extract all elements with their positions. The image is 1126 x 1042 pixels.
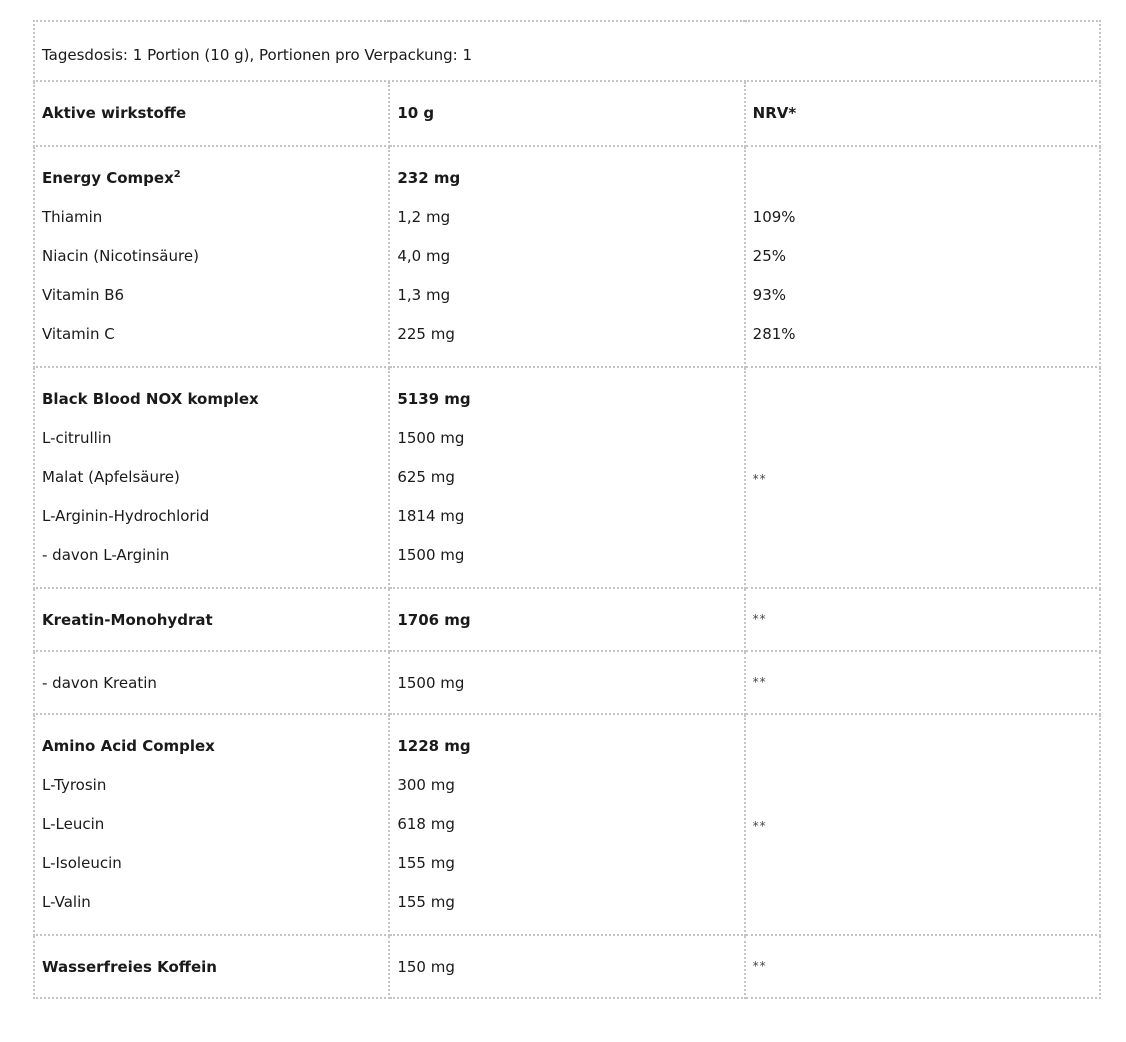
kreatin-sub-nrv-line xyxy=(746,664,1099,703)
energy-nrv-blank xyxy=(746,159,1099,198)
amino-total-amount: 1228 mg xyxy=(397,737,471,755)
kreatin-row xyxy=(34,588,1100,651)
nutrition-table xyxy=(33,20,1101,999)
energy-title-footnote: 2 xyxy=(173,169,181,180)
dose-cell xyxy=(34,21,1100,81)
kreatin-amount: 1706 mg xyxy=(397,611,471,629)
nox-item-amount: 1500 mg xyxy=(397,546,465,564)
nox-item-amount: 1500 mg xyxy=(397,429,465,447)
dose-row xyxy=(34,21,1100,81)
amino-nrv xyxy=(745,714,1100,935)
nox-nrv-stars: ** xyxy=(752,471,767,486)
energy-item-amount: 4,0 mg xyxy=(397,247,451,265)
koffein-amount: 150 mg xyxy=(397,958,455,976)
nox-item-name: L-citrullin xyxy=(42,429,112,447)
amino-nrv-stars: ** xyxy=(752,818,767,833)
energy-item-nrv: 109% xyxy=(752,208,796,226)
amino-title: Amino Acid Complex xyxy=(42,737,215,755)
header-amount: 10 g xyxy=(389,81,744,146)
nox-amounts xyxy=(389,367,744,588)
energy-item-nrv: 25% xyxy=(752,247,786,265)
koffein-name-cell xyxy=(34,935,389,998)
energy-item-amount: 1,3 mg xyxy=(397,286,451,304)
amino-complex-row xyxy=(34,714,1100,935)
energy-item-name: Vitamin B6 xyxy=(42,286,125,304)
energy-item-nrv: 93% xyxy=(752,286,786,304)
kreatin-sub-nrv-stars: ** xyxy=(752,675,767,689)
koffein-nrv-stars: ** xyxy=(752,959,767,973)
koffein-nrv-line xyxy=(746,948,1099,987)
energy-complex-row xyxy=(34,146,1100,367)
header-nrv: NRV* xyxy=(745,81,1100,146)
header-active-ingredients: Aktive wirkstoffe xyxy=(34,81,389,146)
nox-item-amount: 1814 mg xyxy=(397,507,465,525)
amino-item-name: L-Isoleucin xyxy=(42,854,122,872)
nox-names xyxy=(34,367,389,588)
amino-names xyxy=(34,714,389,935)
nox-nrv xyxy=(745,367,1100,588)
kreatin-nrv-cell xyxy=(745,588,1100,651)
kreatin-amount-cell xyxy=(389,588,744,651)
nox-total-amount: 5139 mg xyxy=(397,390,471,408)
amino-item-name: L-Valin xyxy=(42,893,91,911)
energy-item-name: Thiamin xyxy=(42,208,103,226)
amino-amounts xyxy=(389,714,744,935)
amino-item-name: L-Tyrosin xyxy=(42,776,107,794)
amino-item-amount: 300 mg xyxy=(397,776,455,794)
kreatin-sub-nrv-cell xyxy=(745,651,1100,714)
amino-item-amount: 618 mg xyxy=(397,815,455,833)
energy-title xyxy=(35,159,388,198)
kreatin-nrv-stars: ** xyxy=(752,612,767,626)
energy-item-name: Niacin (Nicotinsäure) xyxy=(42,247,199,265)
koffein-amount-cell xyxy=(389,935,744,998)
nox-item-name: Malat (Apfelsäure) xyxy=(42,468,180,486)
kreatin-sub-row xyxy=(34,651,1100,714)
kreatin-sub-amount: 1500 mg xyxy=(397,674,465,692)
kreatin-title: Kreatin-Monohydrat xyxy=(42,611,213,629)
koffein-nrv-cell xyxy=(745,935,1100,998)
energy-names xyxy=(34,146,389,367)
energy-item-amount: 225 mg xyxy=(397,325,455,343)
nox-title: Black Blood NOX komplex xyxy=(42,390,259,408)
kreatin-name-cell xyxy=(34,588,389,651)
kreatin-nrv-line xyxy=(746,601,1099,640)
energy-item-name: Vitamin C xyxy=(42,325,115,343)
energy-item-nrv: 281% xyxy=(752,325,796,343)
energy-amounts xyxy=(389,146,744,367)
energy-total-amount: 232 mg xyxy=(397,169,461,187)
kreatin-sub-name: - davon Kreatin xyxy=(42,674,157,692)
energy-nrv xyxy=(745,146,1100,367)
nox-item-name: L-Arginin-Hydrochlorid xyxy=(42,507,210,525)
dose-text: Tagesdosis: 1 Portion (10 g), Portionen pro Verpackung: 1 xyxy=(42,46,473,64)
nox-item-amount: 625 mg xyxy=(397,468,455,486)
energy-item-amount: 1,2 mg xyxy=(397,208,451,226)
energy-title-text: Energy Compex xyxy=(42,169,174,187)
amino-item-name: L-Leucin xyxy=(42,815,105,833)
kreatin-sub-amount-cell xyxy=(389,651,744,714)
nox-item-name: - davon L-Arginin xyxy=(42,546,170,564)
amino-item-amount: 155 mg xyxy=(397,854,455,872)
header-row xyxy=(34,81,1100,146)
nutrition-table-wrapper xyxy=(33,20,1101,999)
koffein-row xyxy=(34,935,1100,998)
kreatin-sub-name-cell xyxy=(34,651,389,714)
koffein-title: Wasserfreies Koffein xyxy=(42,958,217,976)
nox-complex-row xyxy=(34,367,1100,588)
amino-item-amount: 155 mg xyxy=(397,893,455,911)
